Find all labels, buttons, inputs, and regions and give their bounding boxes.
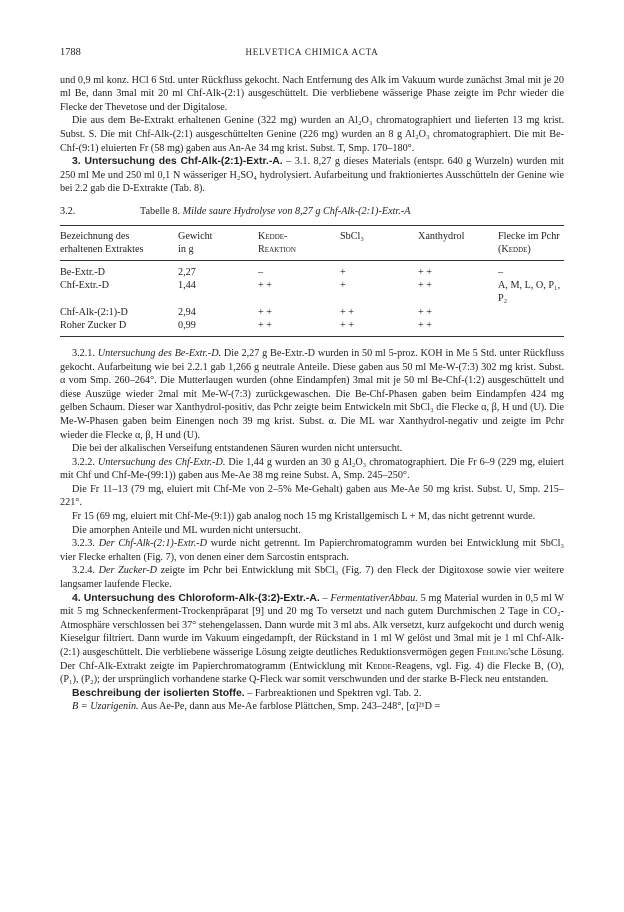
subsection-text: Die 2,27 g Be-Extr.-D wurden in 50 ml 5-proz. KOH in Me 5 Std. unter Rückfluss gekocht. Aufarbeitung wie bei 2.2.1 gab 1,266 g neutrale Anteile. Diese gaben aus 50 ml Me-W-(7:3) 302 mg krist. Subst. α vom Smp. 260–264°. Die Mutterlaugen wurden (ohne Eindampfen) 3mal mit je 50 ml Be-Chf-(1:2) ausgeschüttelt und diese Auszüge wieder 2mal mit Me-W-(7:3) zurückgewaschen. Die Be-Chf-Phasen gaben beim Eindampfen 424 mg gelben Schaum. Dieser war Xanthydrol-positiv, das Pchr zeigte beim Entwickeln mit SbCl₃ die Flecke α, β, H und (U). Die Me-W-Phasen gaben beim Einengen noch 39 mg krist. Subst. α. Die ML war Xanthydrol-negativ und zeigte im Pchr wieder die Flecke α, β, H und (U). (60, 347, 565, 441)
table-row (60, 319, 564, 337)
paragraph-3-2-2-b: Die Fr 11–13 (79 mg, eluiert mit Chf-Me von 2–5% Me-Gehalt) gaben aus Me-Ae 50 mg krist. Subst. U, Smp. 215–221°. (60, 483, 564, 509)
table-8-title (140, 205, 564, 219)
compound-label: B = (72, 701, 91, 713)
page-number: 1788 (60, 47, 81, 58)
paragraph-3-2-4 (60, 564, 564, 591)
cell-spots (498, 306, 564, 319)
table-row (60, 279, 564, 305)
col-header-spots: Flecke im Pchr (Kedde) (498, 225, 564, 260)
col-header-kedde: Kedde- Reaktion (258, 225, 340, 260)
section-4-text-3: -Reagens, vgl. Fig. 4) die Flecke B, (O), (P₁), (P₂); der ursprünglich vorhandene starke Q-Fleck war somit verschwunden und der starke B-Fleck neu entstanden. (60, 660, 564, 686)
cell-weight: 2,94 (178, 306, 196, 318)
paragraph-intro-1: und 0,9 ml konz. HCl 6 Std. unter Rückfluss gekocht. Nach Entfernung des Alk im Vakuum wurde zunächst 3mal mit je 20 ml Be, dann 3mal mit 20 ml Chf-Alk-(2:1) ausgeschüttelt. Die verbliebene wässerige Phase zeigte im Pchr wieder die Flecke der Thevetose und der Digitalose. (60, 74, 564, 113)
table-header-row (60, 225, 564, 260)
subsection-label: 3.2.4. (72, 565, 99, 577)
col-header-sbcl3: SbCl₃ (340, 225, 418, 260)
cell-kedde: + + (258, 280, 273, 292)
table-8 (60, 225, 564, 337)
paragraph-intro-2: Die aus dem Be-Extrakt erhaltenen Genine (322 mg) wurden an Al₂O₃ chromatographiert und lieferten 13 mg krist. Subst. S. Die mit Chf-Alk-(2:1) ausgeschüttelten Genine (226 mg) wurden an 8 g Al₂O₃ chromatographiert. Die mit Be-Chf-(9:1) eluierten Fr (58 mg) gaben aus An-Ae 34 mg krist. Subst. T, Smp. 170–180°. (60, 115, 564, 154)
section-4-kedde: Kedde (365, 660, 392, 672)
table-8-number: 3.2. (60, 205, 76, 217)
cell-sbcl3: + (340, 280, 346, 292)
cell-xanthydrol: + + (418, 266, 433, 278)
subsection-text: wurde nicht getrennt. Im Papierchromatogramm wurden bei Entwicklung mit SbCl₃ vier Flecke erhalten (Fig. 7), von denen einer dem Sarcostin entsprach. (60, 538, 565, 563)
col-header-weight: Gewicht in g (178, 225, 258, 260)
cell-extract: Roher Zucker D (60, 319, 178, 337)
journal-title: HELVETICA CHIMICA ACTA (245, 47, 379, 57)
cell-weight: 2,27 (178, 266, 196, 278)
paragraph-3-2-2-c: Fr 15 (69 mg, eluiert mit Chf-Me-(9:1)) gab analog noch 15 mg Kristallgemisch L + M, das nicht getrennt wurde. (72, 511, 536, 523)
subsection-label: 3.2.3. (72, 538, 99, 550)
table-8-prefix: Tabelle 8. (140, 205, 183, 217)
section-4-text-2: 'sche Lösung. Der Chf-Alk-Extrakt zeigte im Papierchromatogramm (Entwicklung mit (60, 647, 564, 672)
subsection-title: Der Chf-Alk-(2:1)-Extr.-D (98, 538, 207, 550)
paragraph-uzarigenin (60, 700, 564, 714)
cell-weight: 0,99 (178, 319, 258, 337)
subsection-text: zeigte im Pchr bei Entwicklung mit SbCl₃ (Fig. 7) den Fleck der Digitoxose sowie vier weitere langsamer laufende Flecke. (60, 565, 564, 591)
paragraph-3-2-1-b: Die bei der alkalischen Verseifung entstandenen Säuren wurden nicht untersucht. (72, 443, 403, 455)
section-4-text: 5 mg Material wurden in 0,5 ml W mit 5 mg Schneckenferment-Trockenpräparat [9] und 20 mg To versetzt und nach gutem Durchmischen 2 Tage in CO₂-Atmosphäre verschlossen bei 37° stehengelassen. Dann wurde mit 3 ml abs. Alk versetzt, kurz aufgekocht und durch wenig Kieselgur filtriert. Dann wurde im Vakuum eingedampft, der Rückstand in 1 ml W gelöst und 3mal mit je 1 ml Chf-Alk-(2:1) ausgeschüttelt. Die verbliebene wässerige Lösung zeigte deutliches Reduktionsvermögen gegen (60, 592, 564, 659)
section-4-subtitle: FermentativerAbbau. (330, 592, 418, 604)
paragraph-3-2-1 (60, 347, 564, 442)
table-row (60, 260, 564, 279)
cell-sbcl3: + + (340, 306, 355, 318)
paragraph-3-2-2-d: Die amorphen Anteile und ML wurden nicht untersucht. (72, 524, 301, 536)
paragraph-3-2-2 (60, 456, 564, 483)
subsection-title: Der Zucker-D (98, 565, 157, 577)
section-3-text: – 3.1. 8,27 g dieses Materials (entspr. 640 g Wurzeln) wurden mit 250 ml Me und 250 ml 0,1 N wässeriger H₂SO₄ hydrolysiert. Aufarbeitung und fraktioniertes Ausschütteln der Genine wie bei 2.2 gab die D-Extrakte (Tab. 8). (60, 156, 564, 195)
subsection-title: Untersuchung des Be-Extr.-D. (97, 347, 222, 359)
col-header-xanthydrol: Xanthydrol (418, 225, 498, 260)
table-row (60, 306, 564, 319)
section-3-heading: 3. Untersuchung des Chf-Alk-(2:1)-Extr.-A. (72, 156, 283, 168)
section-4-heading: 4. Untersuchung des Chloroform-Alk-(3:2)-Extr.-A. (72, 592, 320, 604)
subsection-label: 3.2.2. (72, 456, 98, 468)
subsection-text: Die 1,44 g wurden an 30 g Al₂O₃ chromatographiert. Die Fr 6–9 (229 mg, eluiert mit Chf und Chf-Me-(99:1)) gaben aus Me-Ae 38 mg reine Subst. A, Smp. 245–250°. (60, 456, 564, 482)
isolated-heading: Beschreibung der isolierten Stoffe. (72, 687, 245, 699)
paragraph-3-2-3 (60, 537, 564, 564)
table-8-caption (60, 205, 564, 219)
cell-sbcl3: + (340, 266, 346, 278)
compound-name: Uzarigenin. (90, 701, 139, 713)
cell-kedde: – (258, 266, 264, 278)
paragraph-section-4 (60, 592, 564, 687)
subsection-title: Untersuchung des Chf-Extr.-D. (97, 456, 226, 468)
paragraph-section-3 (60, 155, 564, 196)
cell-spots (498, 319, 564, 337)
isolated-text: – Farbreaktionen und Spektren vgl. Tab. 2. (244, 687, 422, 699)
cell-weight: 1,44 (178, 280, 196, 292)
paragraph-isolated-substances (60, 687, 564, 701)
cell-xanthydrol: + + (418, 319, 498, 337)
subsection-label: 3.2.1. (72, 347, 98, 359)
cell-extract: Chf-Extr.-D (60, 280, 109, 292)
compound-text: Aus Ae-Pe, dann aus Me-Ae farblose Plättchen, Smp. 243–248°, [α]²¹D = (138, 701, 441, 713)
cell-xanthydrol: + + (418, 280, 433, 292)
cell-extract: Be-Extr.-D (60, 266, 105, 278)
cell-sbcl3: + + (340, 319, 418, 337)
cell-xanthydrol: + + (418, 306, 433, 318)
cell-kedde: + + (258, 306, 273, 318)
cell-extract: Chf-Alk-(2:1)-D (60, 306, 128, 318)
cell-spots: – (498, 266, 504, 278)
col-header-extract: Bezeichnung des erhaltenen Extraktes (60, 225, 178, 260)
section-4-dash: – (319, 592, 331, 604)
table-8-italic: Milde saure Hydrolyse von 8,27 g Chf-Alk-(2:1)-Extr.-A (182, 205, 411, 217)
cell-kedde: + + (258, 319, 340, 337)
running-head (60, 46, 564, 60)
cell-spots: A, M, L, O, P₁, P₂ (498, 280, 561, 305)
section-4-fehling: Fehling (476, 647, 509, 659)
